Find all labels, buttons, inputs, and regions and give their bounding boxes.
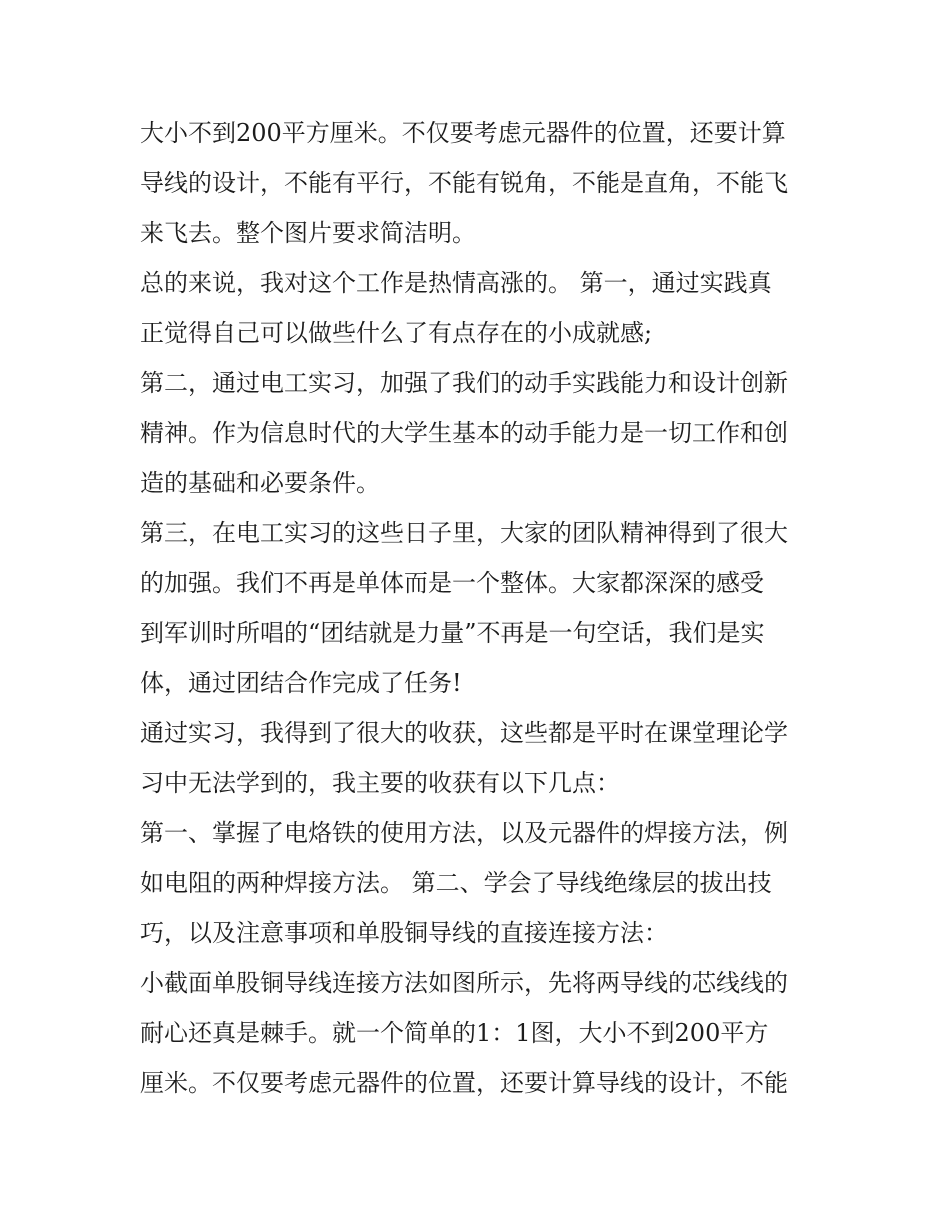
- text-line: 习中无法学到的，我主要的收获有以下几点：: [140, 769, 620, 797]
- text-line: 来飞去。整个图片要求简洁明。: [140, 219, 476, 247]
- document-body: [140, 108, 820, 1108]
- text-line: 体，通过团结合作完成了任务!: [140, 669, 462, 697]
- text-line: 小截面单股铜导线连接方法如图所示，先将两导线的芯线线的: [140, 969, 788, 997]
- text-line: 正觉得自己可以做些什么了有点存在的小成就感;: [140, 319, 653, 347]
- text-line: 厘米。不仅要考虑元器件的位置，还要计算导线的设计，不能: [140, 1069, 788, 1097]
- text-line: 精神。作为信息时代的大学生基本的动手能力是一切工作和创: [140, 419, 788, 447]
- text-line: 造的基础和必要条件。: [140, 469, 380, 497]
- text-line: 耐心还真是棘手。就一个简单的1：1图，大小不到200平方: [140, 1019, 769, 1047]
- text-line: 通过实习，我得到了很大的收获，这些都是平时在课堂理论学: [140, 719, 788, 747]
- text-line: 导线的设计，不能有平行，不能有锐角，不能是直角，不能飞: [140, 169, 788, 197]
- text-line: 第一、掌握了电烙铁的使用方法，以及元器件的焊接方法，例: [140, 819, 788, 847]
- text-line: 大小不到200平方厘米。不仅要考虑元器件的位置，还要计算: [140, 119, 786, 147]
- text-line: 第二，通过电工实习，加强了我们的动手实践能力和设计创新: [140, 369, 788, 397]
- text-line: 如电阻的两种焊接方法。 第二、学会了导线绝缘层的拔出技: [140, 869, 772, 897]
- text-line: 总的来说，我对这个工作是热情高涨的。 第一，通过实践真: [140, 269, 772, 297]
- text-line: 到军训时所唱的“团结就是力量”不再是一句空话，我们是实: [140, 619, 765, 647]
- text-line: 巧，以及注意事项和单股铜导线的直接连接方法：: [140, 919, 668, 947]
- text-line: 第三，在电工实习的这些日子里，大家的团队精神得到了很大: [140, 519, 788, 547]
- text-line: 的加强。我们不再是单体而是一个整体。大家都深深的感受: [140, 569, 764, 597]
